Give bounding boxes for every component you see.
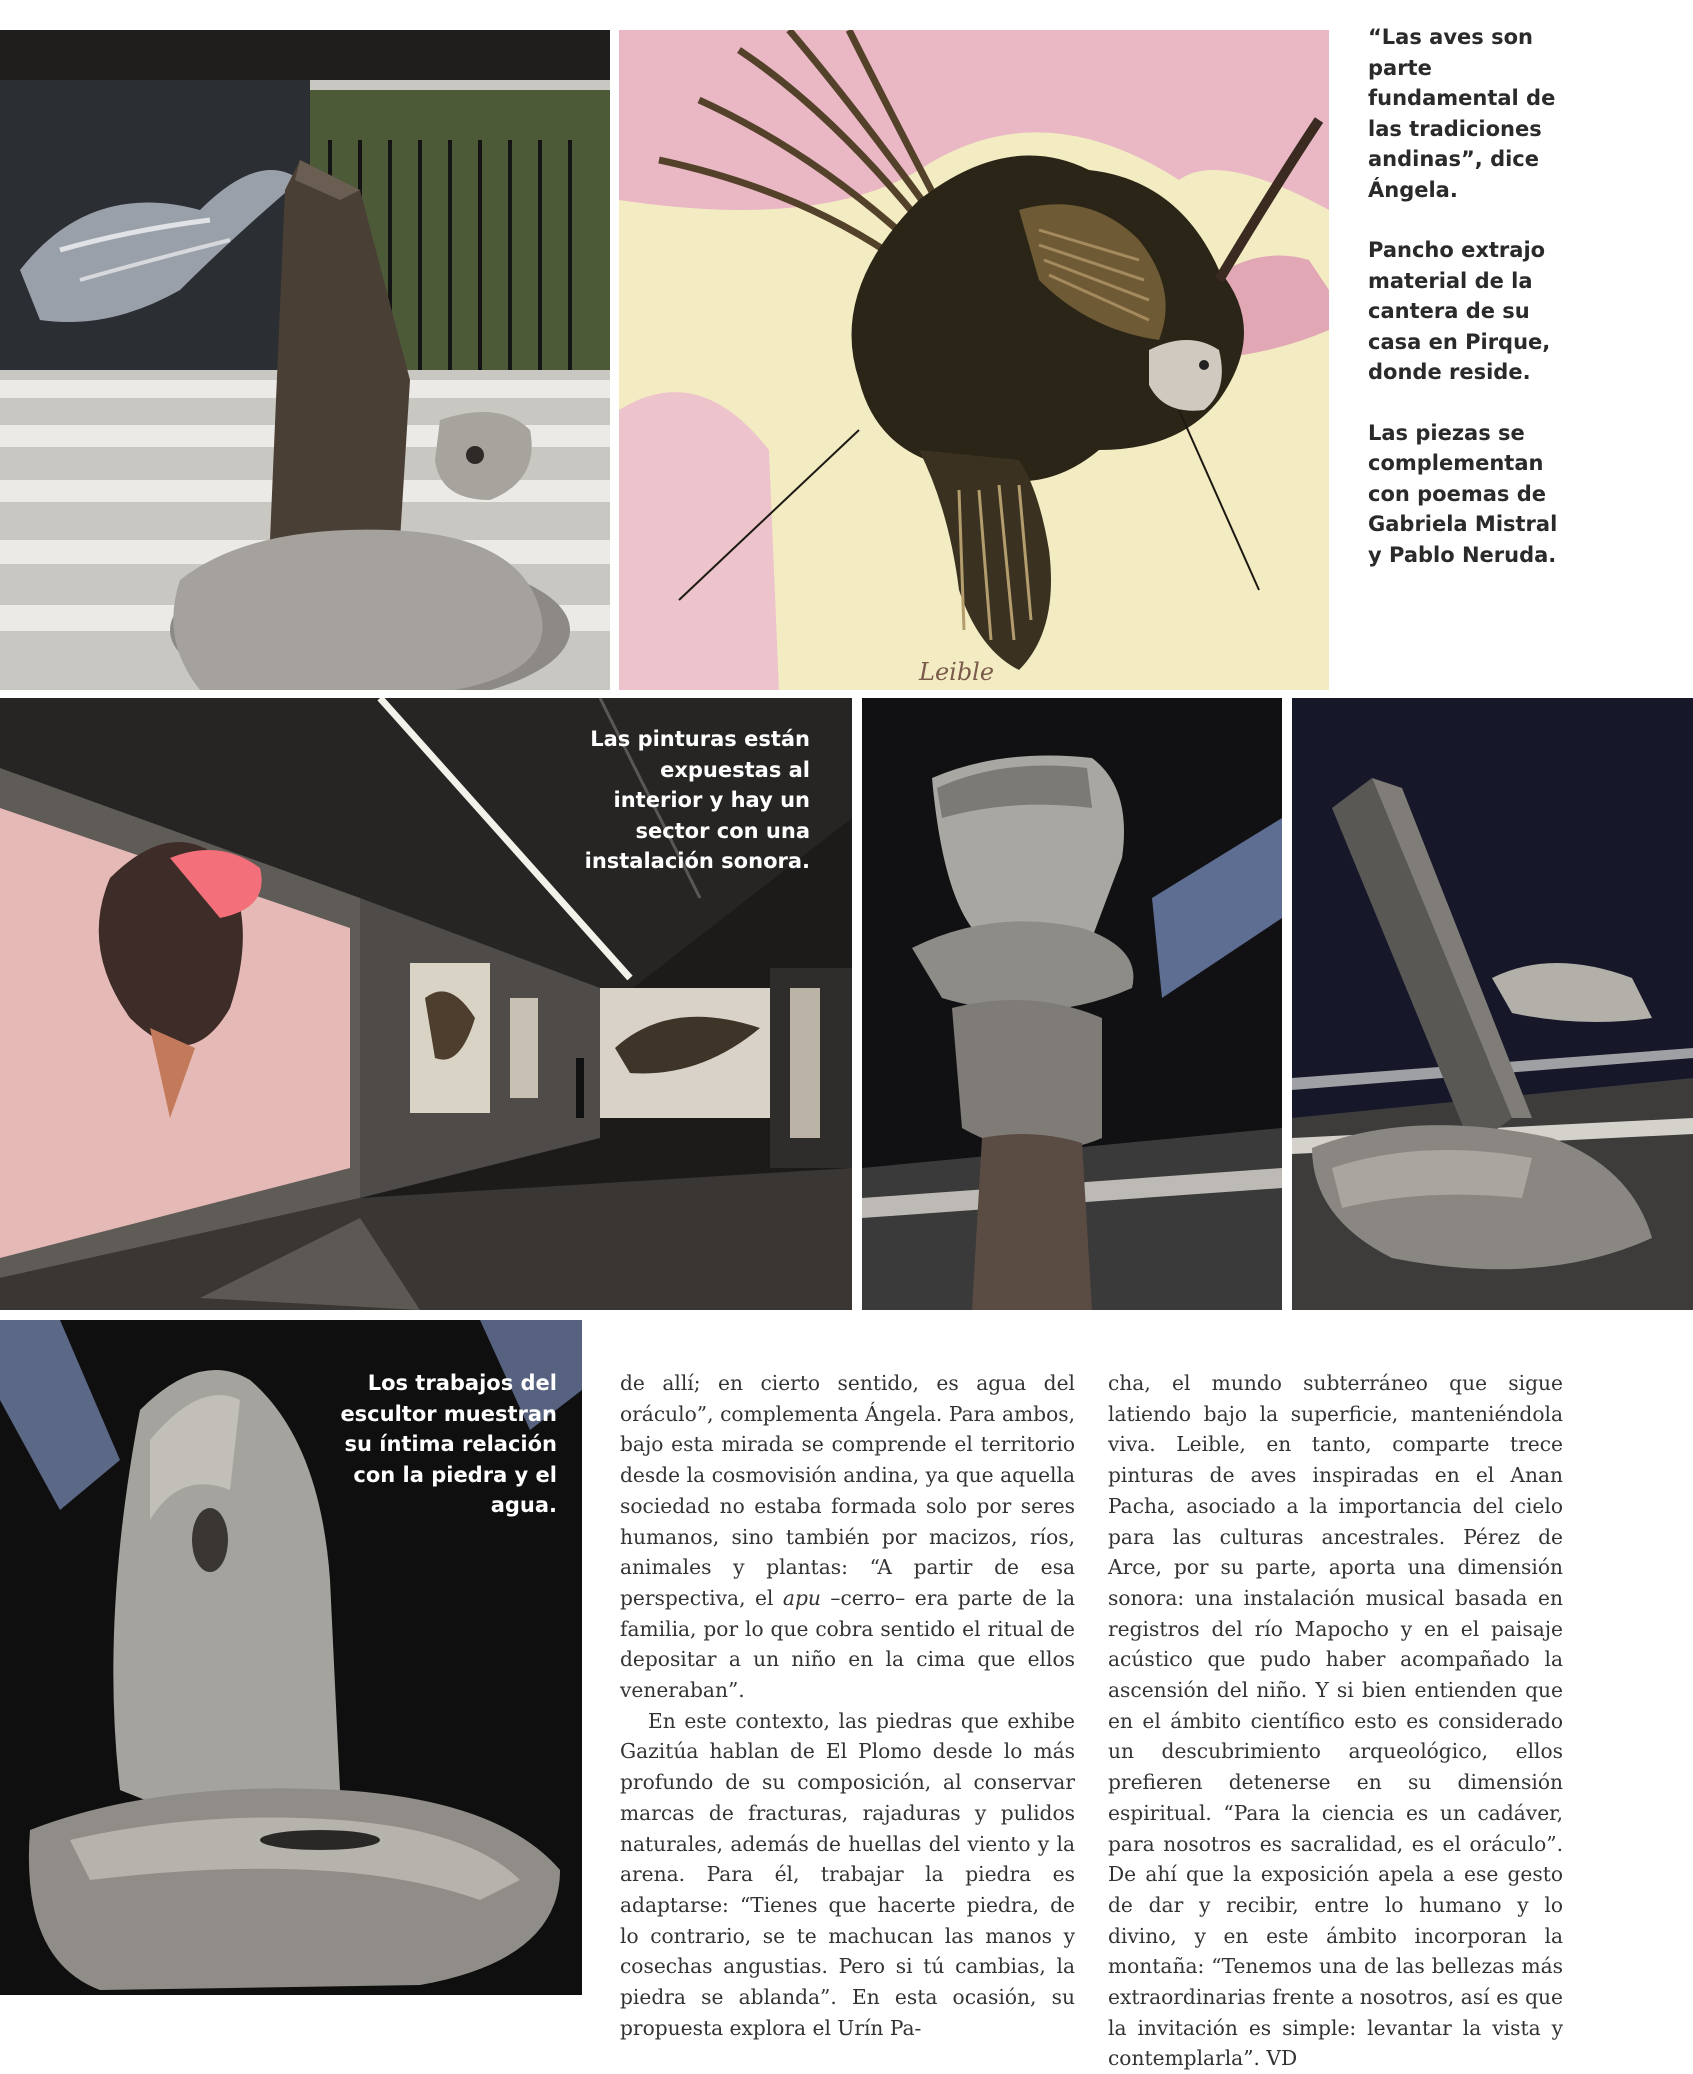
gallery-interior-photo: [0, 698, 852, 1310]
article-italic-term: apu: [782, 1585, 821, 1610]
carved-stone-photo: [0, 1320, 582, 1995]
exhibition-courtyard-photo: [0, 30, 610, 690]
painting-signature: Leible: [919, 658, 995, 686]
article-text: –cerro– era parte de la familia, por lo que cobra sentido el ritual de depositar a un niño en la cima que ellos veneraban”.: [620, 1585, 1075, 1703]
side-captions: [1368, 22, 1573, 600]
author-signature: VD: [1266, 2046, 1298, 2071]
article-text: de allí; en cierto sentido, es agua del oráculo”, complementa Ángela. Para ambos, bajo esta mirada se comprende el territorio desde la cosmovisión andina, ya que aquella sociedad no estaba formada solo por seres humanos, sino también por macizos, ríos, animales y plantas: “A partir de esa perspectiva, el: [620, 1371, 1075, 1610]
caption-quarry: Pancho extrajo material de la cantera de su casa en Pirque, donde reside.: [1368, 238, 1551, 384]
condor-painting-photo: [619, 30, 1329, 690]
caption-gallery: Las pinturas están expuestas al interior y hay un sector con una instalación sonora.: [584, 727, 810, 873]
stacked-stone-photo: [862, 698, 1282, 1310]
angular-stone-photo: [1292, 698, 1693, 1310]
caption-poems: Las piezas se complementan con poemas de Gabriela Mistral y Pablo Neruda.: [1368, 420, 1558, 567]
article-column-1: [620, 1368, 1075, 2043]
article-paragraph: En este contexto, las piedras que exhibe Gazitúa hablan de El Plomo desde lo más profundo de su composición, al conservar marcas de fracturas, rajaduras y pulidos naturales, además de huellas del viento y la arena. Para él, trabajar la piedra es adaptarse: “Tienes que hacerte piedra, de lo contrario, se te machucan las manos y cosechas angustias. Pero si tú cambias, la piedra se ablanda”. En esta ocasión, su propuesta explora el Urín Pa-: [620, 1708, 1075, 2040]
article-paragraph: [620, 1368, 1075, 1706]
article-text: cha, el mundo subterráneo que sigue latiendo bajo la superficie, manteniéndola viva. Leible, en tanto, comparte trece pinturas de aves inspiradas en el Anan Pacha, asociado a la importancia del cielo para las culturas ancestrales. Pérez de Arce, por su parte, aporta una dimensión sonora: una instalación musical basada en registros del río Mapocho y en el paisaje acústico que pudo haber acompañado la ascensión del niño. Y si bien entienden que en el ámbito científico esto es considerado un descubrimiento arqueológico, ellos prefieren detenerse en su dimensión espiritual. “Para la ciencia es un cadáver, para nosotros es sacralidad, es el oráculo”. De ahí que la exposición apela a ese gesto de dar y recibir, entre lo humano y lo divino, y en este ámbito incorporan la montaña: “Tenemos una de las bellezas más extraordinarias frente a nosotros, así es que la invitación es simple: levantar la vista y contemplarla”.: [1108, 1371, 1563, 2071]
caption-birds: “Las aves son parte fundamental de las tradiciones andinas”, dice Ángela.: [1368, 25, 1556, 202]
article-paragraph: [1108, 1368, 1563, 2074]
article-column-2: [1108, 1368, 1563, 2074]
caption-sculptor: Los trabajos del escultor muestran su íntima relación con la piedra y el agua.: [340, 1371, 557, 1517]
